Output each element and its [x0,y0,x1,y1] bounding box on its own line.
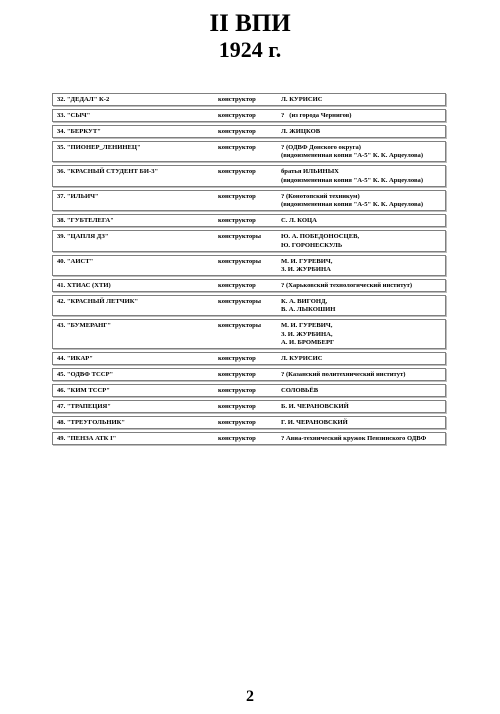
entry-name: 45. "ОДВФ ТССР" [57,371,114,379]
list-item [52,352,446,365]
entry-author: Г. И. ЧЕРАНОВСКИЙ [281,419,348,427]
entry-role: конструктор [218,192,256,200]
entry-author: ? Авиа-технический кружок Пензинского ОДВФ [281,435,427,443]
list-item [52,141,446,162]
entry-author: Л. КУРИСИС [281,96,323,103]
list-item [52,279,446,292]
entry-role: конструкторы [218,322,261,330]
entry-role: конструктор [218,168,256,176]
entry-author: Ю. А. ПОБЕДОНОСЦЕВ, Ю. ГОРОНЕСКУЛЬ [281,233,360,249]
entry-role: конструктор [218,403,256,411]
entry-name: 48. "ТРЕУГОЛЬНИК" [57,419,126,427]
list-item [52,214,446,227]
list-item [52,295,446,316]
list-item [52,93,446,106]
list-item [52,165,446,186]
entry-name: 35. "ПИОНЕР_ЛЕНИНЕЦ" [57,144,141,151]
entry-author: М. И. ГУРЕВИЧ, З. И. ЖУРБИНА [281,257,333,273]
page-year: 1924 г. [218,37,282,62]
entry-author: ? (ОДВФ Донского округа) (видоизмененная копия "А-5" К. К. Арцеулова) [281,144,424,160]
entry-name: 49. "ПЕНЗА АТК I" [57,435,117,443]
entry-role: конструкторы [218,297,261,305]
entry-author: Б. И. ЧЕРАНОВСКИЙ [281,403,349,411]
entry-role: конструктор [218,281,256,289]
entry-name: 38. "ГУБТЕЛЕГА" [57,217,114,225]
entry-role: конструктор [218,144,256,151]
entry-role: конструктор [218,419,256,427]
page-number: 2 [246,688,254,705]
list-item [52,432,446,445]
entry-author: К. А. ВИГОНД, В. А. ЛЫКОШИН [281,297,336,314]
entry-name: 39. "ЦАПЛЯ ДЗ" [57,233,109,241]
entry-name: 44. "ИКАР" [57,355,93,363]
entry-role: конструктор [218,371,256,379]
entry-role: конструкторы [218,257,261,265]
entry-author: братья ИЛЬИНЫХ (видоизмененная копия "А-5" К. К. Арцеулова) [281,168,424,184]
entry-name: 40. "АИСТ" [57,257,94,265]
list-item [52,190,446,211]
list-item [52,368,446,381]
list-item [52,230,446,251]
page-title: II ВПИ [209,10,291,37]
entry-name: 43. "БУМЕРАНГ" [57,322,112,330]
entry-role: конструктор [218,435,256,443]
entry-author: СОЛОВЬЁВ [281,387,319,395]
entry-role: конструкторы [218,233,261,241]
entry-role: конструктор [218,128,256,135]
list-item [52,384,446,397]
entry-name: 32. "ДЕДАЛ" К-2 [57,96,110,103]
entry-name: 34. "БЕРКУТ" [57,128,101,135]
list-item [52,319,446,349]
list-item [52,109,446,122]
list-item [52,125,446,138]
entry-role: конструктор [218,217,256,225]
entry-author: Л. ЖИЦКОВ [281,128,321,135]
entry-author: ? (Харьковский технологический институт) [281,281,413,289]
entry-name: 37. "ИЛЬИЧ" [57,192,99,200]
entry-name: 46. "КИМ ТССР" [57,387,110,395]
entry-role: конструктор [218,355,256,363]
entry-author: С. Л. КОЦА [281,217,317,225]
entry-author: Л. КУРИСИС [281,355,323,363]
entry-name: 47. "ТРАПЕЦИЯ" [57,403,111,411]
list-item [52,416,446,429]
glider-list [52,93,446,448]
list-item [52,255,446,276]
entry-role: конструктор [218,387,256,395]
entry-name: 42. "КРАСНЫЙ ЛЕТЧИК" [57,297,139,305]
entry-role: конструктор [218,96,256,103]
entry-author: ? (из города Чернигов) [281,112,352,119]
entry-name: 36. "КРАСНЫЙ СТУДЕНТ БИ-3" [57,168,159,176]
list-item [52,400,446,413]
entry-name: 41. ХТИАС (ХТИ) [57,281,111,289]
entry-name: 33. "СЫЧ" [57,112,91,119]
entry-author: М. И. ГУРЕВИЧ, З. И. ЖУРБИНА, А. И. БРОМБЕРГ [281,322,335,347]
entry-author: ? (Казанский политехнический институт) [281,371,406,379]
entry-role: конструктор [218,112,256,119]
entry-author: ? (Конотопский техникум) (видоизмененная копия "А-5" К. К. Арцеулова) [281,192,424,209]
